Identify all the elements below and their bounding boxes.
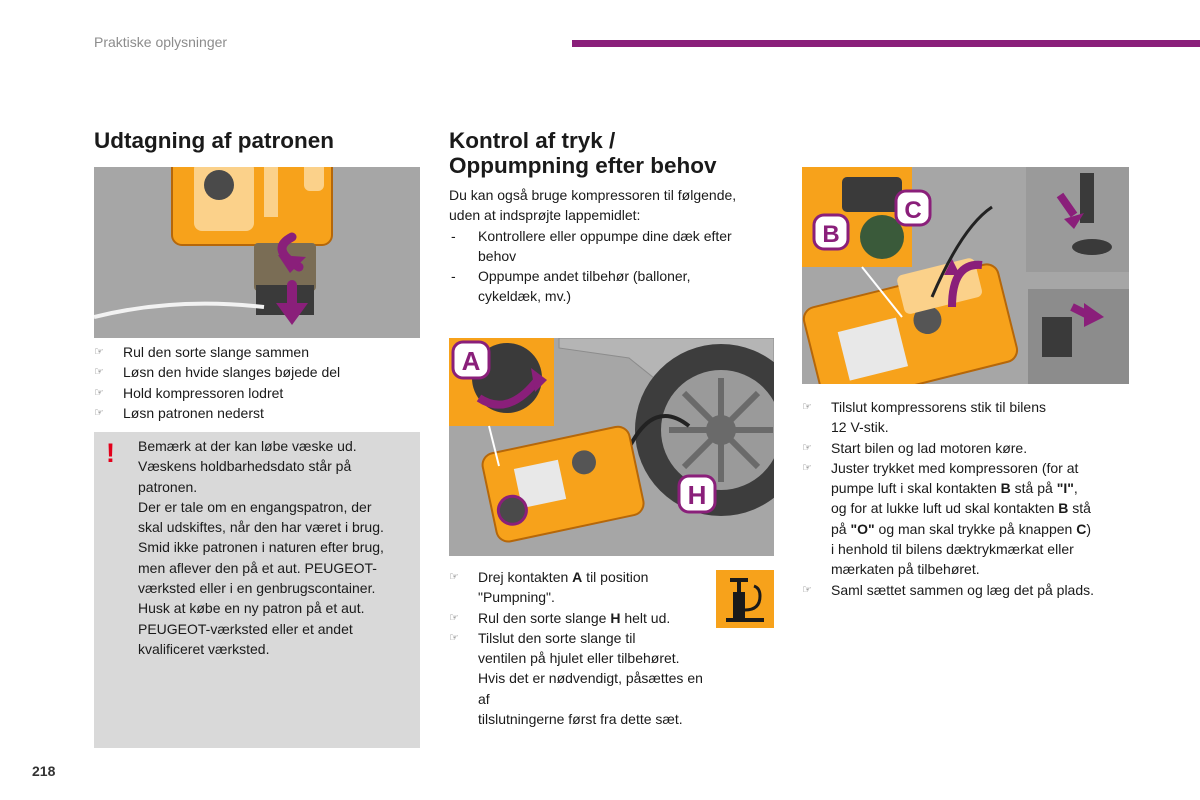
list-item: ☞ Hold kompressoren lodret bbox=[94, 383, 420, 403]
list-item: ☞ Løsn den hvide slanges bøjede del bbox=[94, 362, 420, 382]
warning-icon: ! bbox=[106, 438, 115, 468]
middle-steps bbox=[449, 567, 709, 729]
label-b: B bbox=[822, 221, 840, 248]
label-h: H bbox=[687, 480, 707, 510]
section-label: Praktiske oplysninger bbox=[94, 34, 228, 50]
pointing-hand-icon: ☞ bbox=[94, 386, 104, 399]
pointing-hand-icon: ☞ bbox=[94, 406, 104, 419]
page-number: 218 bbox=[32, 763, 56, 779]
warning-text: Bemærk at der kan løbe væske ud. Væskens holdbarhedsdato står på patronen. Der er tale om en engangspatron, der skal udskiftes, når den har været i brug. Smid ikke patronen i naturen efter brug, men aflever den på et aut. PEUGEOT- værksted eller i en genbrugscontainer. Husk at købe en ny patron på et aut. PEUGEOT-værksted eller et andet kvalificeret værksted. bbox=[138, 438, 384, 657]
middle-title: Kontrol af tryk / Oppumpning efter behov bbox=[449, 128, 717, 178]
pump-icon bbox=[716, 570, 774, 628]
list-item: ☞ Tilslut den sorte slange til ventilen på hjulet eller tilbehøret. Hvis det er nødvendigt, påsættes en af tilslutningerne først fra dette sæt. bbox=[449, 629, 703, 728]
list-item: ☞ Saml sættet sammen og læg det på plads. bbox=[802, 580, 1142, 600]
pumping-illustration bbox=[449, 338, 774, 556]
warning-box bbox=[94, 432, 420, 748]
list-item: ☞ Rul den sorte slange sammen bbox=[94, 342, 420, 362]
pointing-hand-icon: ☞ bbox=[94, 366, 104, 379]
cartridge-removal-illustration bbox=[94, 167, 420, 338]
pointing-hand-icon: ☞ bbox=[449, 631, 459, 644]
label-a: A bbox=[461, 346, 481, 376]
pointing-hand-icon: ☞ bbox=[94, 346, 104, 358]
pointing-hand-icon: ☞ bbox=[802, 441, 812, 454]
right-steps bbox=[802, 397, 1142, 600]
pointing-hand-icon: ☞ bbox=[802, 401, 812, 413]
list-item: - Oppumpe andet tilbehør (balloner, cykeldæk, mv.) bbox=[451, 268, 691, 305]
label-c: C bbox=[904, 197, 922, 224]
middle-intro: Du kan også bruge kompressoren til følgende, uden at indsprøjte lappemidlet: - Kontrollere eller oppumpe dine dæk efter behov - Oppumpe andet tilbehør (balloner, cykeldæk, mv.) bbox=[449, 185, 779, 307]
pointing-hand-icon: ☞ bbox=[449, 571, 459, 583]
pointing-hand-icon: ☞ bbox=[802, 461, 812, 474]
list-item: ☞ Rul den sorte slange H helt ud. bbox=[449, 608, 709, 628]
list-item: ☞ Juster trykket med kompressoren (for at pumpe luft i skal kontakten B stå på "I", og for at lukke luft ud skal kontakten B stå på "O" og man skal trykke på knappen C) i henhold til bilens dæktrykmærkat eller mærkaten på tilbehøret. bbox=[802, 459, 1091, 578]
list-item: ☞ Løsn patronen nederst bbox=[94, 403, 420, 423]
middle-step-list bbox=[449, 567, 709, 729]
compressor-connection-illustration bbox=[802, 167, 1129, 384]
middle-dash-list bbox=[449, 226, 779, 307]
list-item: ☞ Tilslut kompressorens stik til bilens 12 V-stik. bbox=[802, 399, 1046, 436]
list-item: ☞ Drej kontakten A til position "Pumpning". bbox=[449, 569, 649, 606]
left-bullet-list bbox=[94, 342, 420, 423]
pointing-hand-icon: ☞ bbox=[449, 611, 459, 624]
list-item: ☞ Start bilen og lad motoren køre. bbox=[802, 438, 1142, 458]
list-item: - Kontrollere eller oppumpe dine dæk efter behov bbox=[451, 227, 732, 264]
left-title: Udtagning af patronen bbox=[94, 128, 334, 153]
pointing-hand-icon: ☞ bbox=[802, 583, 812, 596]
header-accent-bar bbox=[572, 40, 1200, 47]
right-step-list bbox=[802, 397, 1142, 600]
